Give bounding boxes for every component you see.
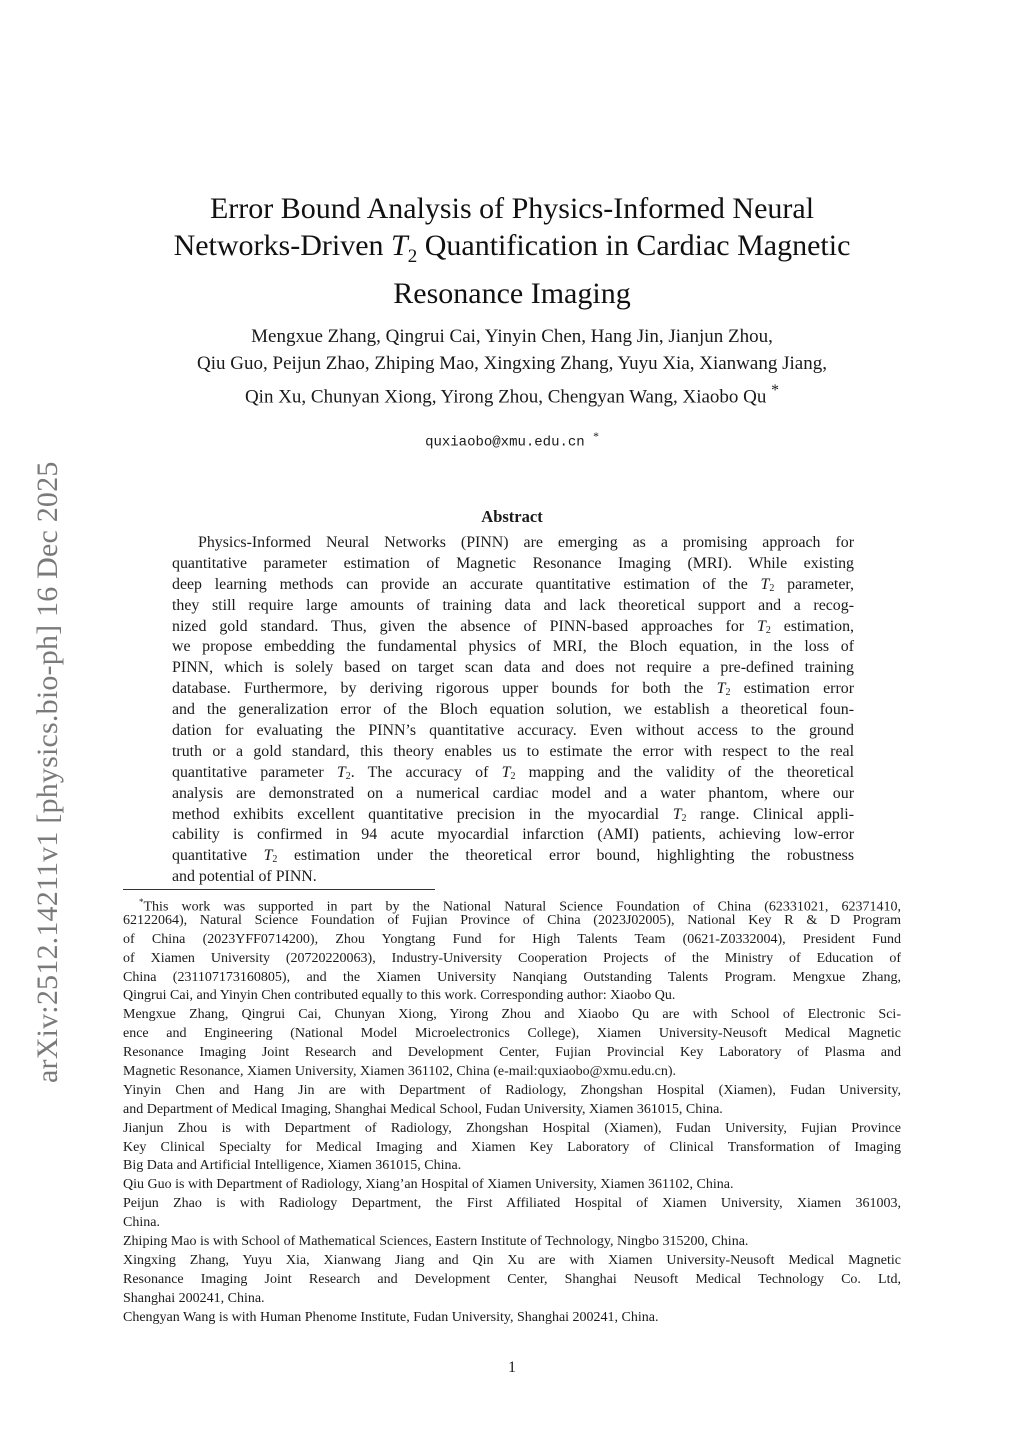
abstract-line: analysis are demonstrated on a numerical cardiac model and a water phantom, where our [172,784,854,802]
footnote-line: Magnetic Resonance, Xiamen University, Xiamen 361102, China (e-mail:quxiaobo@xmu.edu.cn). [123,1064,677,1080]
footnote-line: ence and Engineering (National Model Microelectronics College), Xiamen University-Neusoft Medical Magnetic [123,1026,901,1042]
footnote-mark: * [139,897,144,907]
abstract-line: PINN, which is solely based on target scan data and does not require a pre-defined training [172,659,854,677]
footnote-line: Qingrui Cai, and Yinyin Chen contributed equally to this work. Corresponding author: Xiaobo Qu. [123,988,676,1004]
corresponding-email[interactable]: quxiaobo@xmu.edu.cn * [425,430,599,451]
title-line-2: Networks-Driven $T_2$ Quantification in Cardiac Magnetic [173,229,851,267]
abstract-line: method exhibits excellent quantitative precision in the myocardial T2 range. Clinical appli- [172,805,855,824]
author-list [130,323,894,410]
author-line-2: Qiu Guo, Peijun Zhao, Zhiping Mao, Xingxing Zhang, Yuyu Xia, Xianwang Jiang, [197,353,827,374]
footnote-line: Chengyan Wang is with Human Phenome Institute, Fudan University, Shanghai 200241, China. [123,1309,659,1325]
footnote-line: Mengxue Zhang, Qingrui Cai, Chunyan Xiong, Yirong Zhou and Xiaobo Qu are with School of Electronic Sci- [123,1007,901,1023]
abstract-line: quantitative parameter estimation of Magnetic Resonance Imaging (MRI). While existing [172,554,854,572]
title-line-3: Resonance Imaging [393,277,631,310]
abstract-body [172,533,854,888]
abstract-line: deep learning methods can provide an accurate quantitative estimation of the T2 parameter, [172,575,854,594]
footnote-line: Shanghai 200241, China. [123,1290,265,1306]
footnote-line: Key Clinical Specialty for Medical Imaging and Xiamen Key Laboratory of Clinical Transformation of Imaging [123,1139,901,1155]
abstract-line: Physics-Informed Neural Networks (PINN) are emerging as a promising approach for [198,534,854,551]
abstract-line: truth or a gold standard, this theory enables us to estimate the error with respect to the real [172,742,854,760]
footnote-line: China. [123,1215,160,1231]
footnote-line: Yinyin Chen and Hang Jin are with Department of Radiology, Zhongshan Hospital (Xiamen), Fudan University, [123,1082,901,1098]
footnote-line: 62122064), Natural Science Foundation of Fujian Province of China (2023J02005), National Key R & D Program [123,912,901,928]
title-line-1: Error Bound Analysis of Physics-Informed Neural [209,192,815,225]
footnote-divider [123,889,435,890]
footnote-line: Xingxing Zhang, Yuyu Xia, Xianwang Jiang and Qin Xu are with Xiamen University-Neusoft Medical Magnetic [123,1252,901,1268]
footnote-block [123,893,901,1327]
corresponding-author-mark: * [771,382,780,399]
footnote-line: Qiu Guo is with Department of Radiology, Xiang’an Hospital of Xiamen University, Xiamen 361102, China. [123,1177,734,1193]
footnote-line: Big Data and Artificial Intelligence, Xiamen 361015, China. [123,1158,462,1174]
abstract-line: we propose embedding the fundamental physics of MRI, the Bloch equation, in the loss of [172,638,854,656]
abstract-line: and the generalization error of the Bloch equation solution, we establish a theoretical foun- [172,701,854,719]
footnote-line: of Xiamen University (20720220063), Industry-University Cooperation Projects of the Ministry of Education of [123,950,901,966]
author-line-3: Qin Xu, Chunyan Xiong, Yirong Zhou, Chengyan Wang, Xiaobo Qu * [244,382,780,408]
footnote-line: and Department of Medical Imaging, Shanghai Medical School, Fudan University, Xiamen 361015, China. [123,1101,723,1117]
footnote-line: Resonance Imaging Joint Research and Development Center, Fujian Provincial Key Laboratory of Plasma and [123,1045,901,1061]
footnote-line: Resonance Imaging Joint Research and Development Center, Shanghai Neusoft Medical Technology Co. Ltd, [123,1271,901,1287]
abstract-line: nized gold standard. Thus, given the absence of PINN-based approaches for T2 estimation, [172,617,854,636]
footnote-line: Peijun Zhao is with Radiology Department, the First Affiliated Hospital of Xiamen University, Xiamen 361003, [123,1196,901,1212]
abstract-line: dation for evaluating the PINN’s quantitative accuracy. Even without access to the ground [172,722,854,740]
abstract-line: database. Furthermore, by deriving rigorous upper bounds for both the T2 estimation error [172,680,854,699]
abstract-line: quantitative T2 estimation under the theoretical error bound, highlighting the robustness [172,847,854,866]
abstract-line: they still require large amounts of training data and lack theoretical support and a recog- [172,596,854,614]
footnote-line: Jianjun Zhou is with Department of Radiology, Zhongshan Hospital (Xiamen), Fudan University, Fujian Province [123,1120,901,1136]
abstract-line: and potential of PINN. [172,868,317,886]
page-number: 1 [508,1359,516,1376]
footnote-line: Zhiping Mao is with School of Mathematical Sciences, Eastern Institute of Technology, Ningbo 315200, China. [123,1234,749,1250]
footnote-line: of China (2023YFF0714200), Zhou Yongtang Fund for High Talents Team (0621-Z0332004), President Fund [123,931,901,947]
abstract-line: quantitative parameter T2. The accuracy of T2 mapping and the validity of the theoretical [172,763,855,782]
abstract-heading: Abstract [481,507,543,526]
paper-title [130,190,894,312]
footnote-line: *This work was supported in part by the National Natural Science Foundation of China (62331021, 62371410, [139,897,901,915]
arxiv-identifier-stamp: arXiv:2512.14211v1 [physics.bio-ph] 16 Dec 2025 [31,461,64,1083]
author-line-1: Mengxue Zhang, Qingrui Cai, Yinyin Chen, Hang Jin, Jianjun Zhou, [251,326,773,347]
abstract-line: cability is confirmed in 94 acute myocardial infarction (AMI) patients, achieving low-error [172,826,854,844]
footnote-line: China (231107173160805), and the Xiamen University Nanqiang Outstanding Talents Program. Mengxue Zhang, [123,969,901,985]
